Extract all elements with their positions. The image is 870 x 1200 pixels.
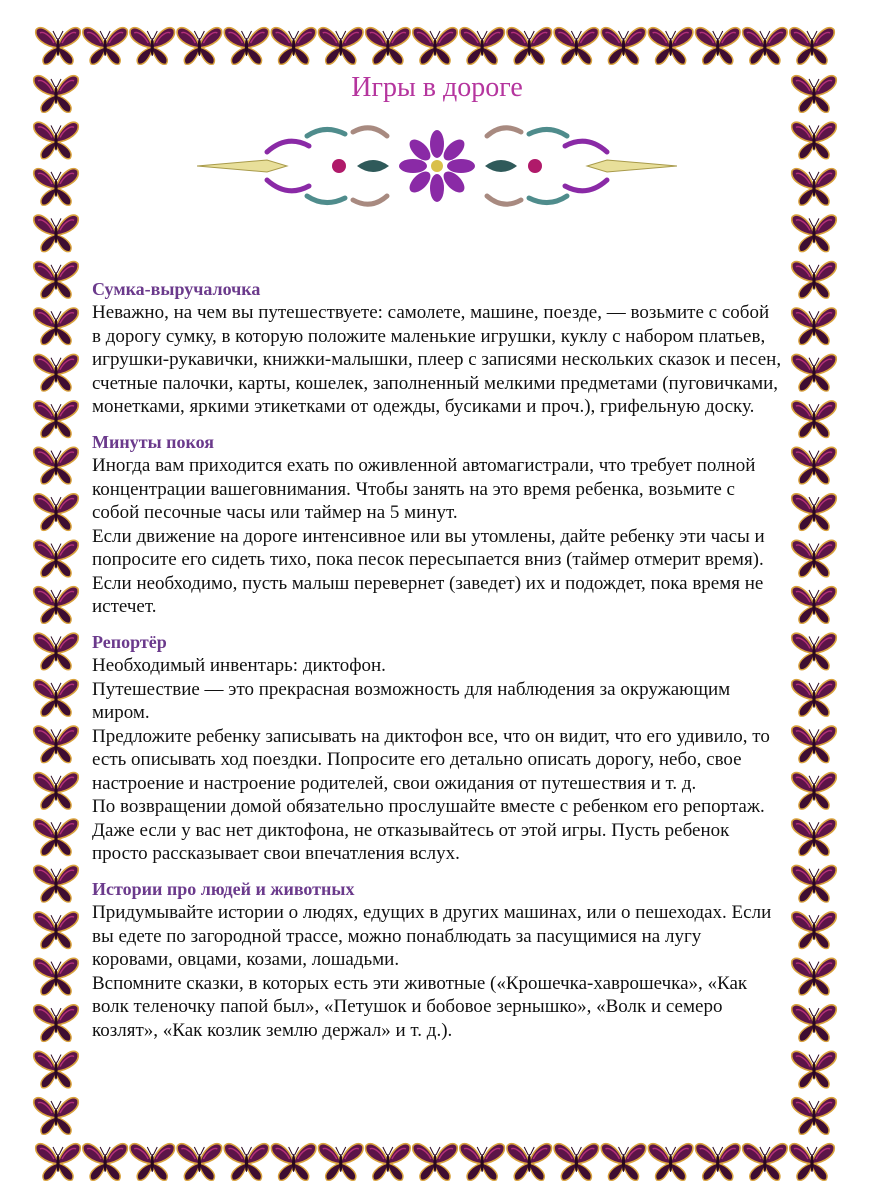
butterfly-icon — [743, 1144, 788, 1181]
butterfly-icon — [34, 587, 79, 624]
butterfly-icon — [792, 587, 837, 624]
butterfly-icon — [34, 401, 79, 438]
butterfly-icon — [34, 354, 79, 391]
butterfly-icon — [34, 1005, 79, 1042]
butterfly-icon — [366, 1144, 411, 1181]
butterfly-icon — [34, 633, 79, 670]
butterfly-icon — [36, 28, 81, 65]
butterfly-icon — [792, 726, 837, 763]
section-quiet-minutes — [92, 431, 782, 619]
butterfly-icon — [460, 1144, 505, 1181]
section-paragraph: Даже если у вас нет диктофона, не отказывайтесь от этой игры. Пусть ребенок просто рассказывает свои впечатления вслух. — [92, 819, 730, 864]
page-title: Игры в дороге — [351, 72, 523, 103]
section-paragraph: Придумывайте истории о людях, едущих в других машинах, или о пешеходах. Если вы едете по загородной трассе, можно понаблюдать за пасущимися на лугу коровами, овцами, козами, лошадьми. — [92, 902, 772, 970]
butterfly-icon — [792, 773, 837, 810]
butterfly-icon — [792, 262, 837, 299]
butterfly-icon — [792, 912, 837, 949]
butterfly-icon — [507, 28, 552, 65]
butterfly-icon — [792, 169, 837, 206]
butterfly-icon — [790, 28, 835, 65]
butterfly-icon — [34, 540, 79, 577]
butterfly-icon — [695, 28, 740, 65]
butterfly-icon — [177, 28, 222, 65]
butterfly-icon — [792, 308, 837, 345]
butterfly-icon — [792, 76, 837, 113]
butterfly-icon — [790, 1144, 835, 1181]
butterfly-icon — [648, 28, 693, 65]
butterfly-icon — [34, 1051, 79, 1088]
butterfly-icon — [554, 28, 599, 65]
butterfly-icon — [34, 819, 79, 856]
butterfly-icon — [507, 1144, 552, 1181]
butterfly-icon — [34, 958, 79, 995]
butterfly-icon — [792, 633, 837, 670]
butterfly-icon — [648, 1144, 693, 1181]
butterfly-icon — [792, 494, 837, 531]
butterfly-icon — [83, 28, 128, 65]
butterfly-icon — [792, 447, 837, 484]
butterfly-icon — [366, 28, 411, 65]
section-reporter — [92, 631, 782, 866]
butterfly-icon — [36, 1144, 81, 1181]
butterfly-icon — [601, 28, 646, 65]
section-heading: Истории про людей и животных — [92, 878, 355, 899]
butterfly-icon — [792, 354, 837, 391]
ornament-divider-icon — [197, 118, 677, 214]
butterfly-icon — [460, 28, 505, 65]
section-paragraph: Вспомните сказки, в которых есть эти животные («Крошечка-хаврошечка», «Как волк теленочку папой был», «Петушок и бобовое зернышко», «Волк и семеро козлят», «Как козлик землю держал» и т. д.). — [92, 972, 748, 1041]
section-stories — [92, 878, 782, 1043]
section-paragraph: Иногда вам приходится ехать по оживленной автомагистрали, что требует полной концентрации вашеговнимания. Чтобы занять на это время ребенка, возьмите с собой песочные часы или таймер на 5 минут. — [92, 455, 756, 523]
butterfly-icon — [792, 1098, 837, 1135]
butterfly-icon — [413, 28, 458, 65]
butterfly-icon — [34, 1098, 79, 1135]
butterfly-icon — [271, 1144, 316, 1181]
butterfly-icon — [792, 1005, 837, 1042]
butterfly-icon — [34, 494, 79, 531]
butterfly-icon — [224, 1144, 269, 1181]
section-paragraph: Если движение на дороге интенсивное или вы утомлены, дайте ребенку эти часы и попросите его сидеть тихо, пока песок пересыпается вниз (таймер отмерит время). Если необходимо, пусть малыш перевернет (заведет) их и подождет, пока время не истечет. — [92, 525, 765, 617]
section-heading: Репортёр — [92, 631, 167, 652]
butterfly-icon — [792, 401, 837, 438]
butterfly-icon — [318, 1144, 363, 1181]
butterfly-icon — [792, 1051, 837, 1088]
butterfly-icon — [34, 308, 79, 345]
section-heading: Сумка-выручалочка — [92, 278, 261, 299]
butterfly-icon — [413, 1144, 458, 1181]
butterfly-icon — [34, 865, 79, 902]
butterfly-icon — [34, 680, 79, 717]
page-content — [92, 70, 782, 1042]
butterfly-icon — [554, 1144, 599, 1181]
section-paragraph: Путешествие — это прекрасная возможность для наблюдения за окружающим миром. — [92, 678, 731, 723]
butterfly-icon — [271, 28, 316, 65]
butterfly-icon — [34, 169, 79, 206]
butterfly-icon — [792, 122, 837, 159]
butterfly-icon — [224, 28, 269, 65]
butterfly-icon — [177, 1144, 222, 1181]
butterfly-icon — [743, 28, 788, 65]
butterfly-icon — [130, 28, 175, 65]
butterfly-icon — [792, 680, 837, 717]
butterfly-icon — [130, 1144, 175, 1181]
butterfly-icon — [34, 262, 79, 299]
butterfly-icon — [792, 865, 837, 902]
butterfly-icon — [792, 540, 837, 577]
section-paragraph: Необходимый инвентарь: диктофон. — [92, 655, 386, 676]
section-bag — [92, 278, 782, 419]
butterfly-icon — [792, 958, 837, 995]
butterfly-icon — [34, 447, 79, 484]
butterfly-icon — [695, 1144, 740, 1181]
butterfly-icon — [601, 1144, 646, 1181]
butterfly-icon — [34, 912, 79, 949]
butterfly-icon — [792, 819, 837, 856]
section-heading: Минуты покоя — [92, 431, 215, 452]
butterfly-icon — [34, 122, 79, 159]
butterfly-icon — [792, 215, 837, 252]
butterfly-icon — [34, 726, 79, 763]
butterfly-icon — [34, 215, 79, 252]
section-paragraph: Неважно, на чем вы путешествуете: самолете, машине, поезде, — возьмите с собой в дорогу сумку, в которую положите маленькие игрушки, куклу с набором платьев, игрушки-рукавички, книжки-малышки, плеер с записями нескольких сказок и песен, счетные палочки, карты, кошелек, заполненный мелкими предметами (пуговичками, монетками, яркими этикетками от одежды, бусиками и проч.), грифельную доску. — [92, 302, 782, 417]
butterfly-icon — [318, 28, 363, 65]
section-paragraph: Предложите ребенку записывать на диктофон все, что он видит, что его удивило, то есть описывать ход поездки. Попросите его детально описать дорогу, небо, свое настроение и настроение родителей, свои ожидания от путешествия и т. д. — [92, 725, 770, 794]
section-paragraph: По возвращении домой обязательно прослушайте вместе с ребенком его репортаж. — [92, 796, 765, 817]
butterfly-icon — [34, 76, 79, 113]
butterfly-icon — [83, 1144, 128, 1181]
butterfly-icon — [34, 773, 79, 810]
